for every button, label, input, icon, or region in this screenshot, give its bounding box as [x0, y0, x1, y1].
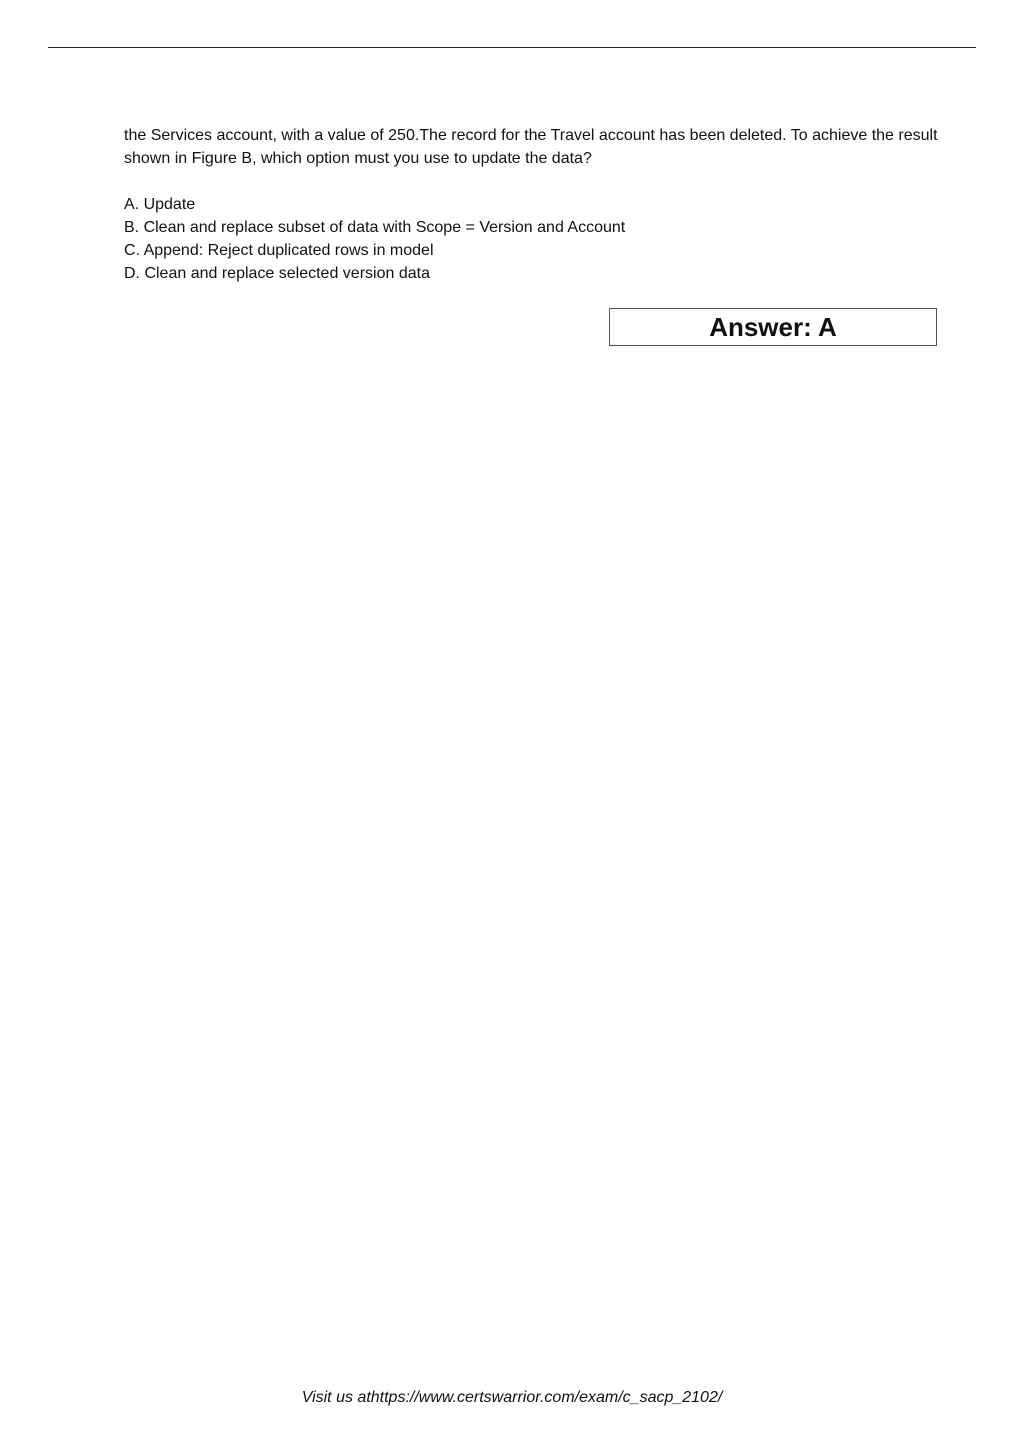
option-a: A. Update	[124, 196, 196, 213]
option-b: B. Clean and replace subset of data with Scope = Version and Account	[124, 219, 626, 236]
answer-text: Answer: A	[709, 312, 837, 342]
answer-box	[609, 308, 937, 346]
option-d: D. Clean and replace selected version data	[124, 265, 430, 282]
answer-options-list	[124, 193, 944, 285]
question-text: the Services account, with a value of 250.The record for the Travel account has been deleted. To achieve the result shown in Figure B, which option must you use to update the data?	[124, 127, 938, 167]
header-divider	[48, 47, 976, 48]
footer-visit-link: Visit us athttps://www.certswarrior.com/exam/c_sacp_2102/	[301, 1389, 723, 1406]
option-c: C. Append: Reject duplicated rows in model	[124, 242, 434, 259]
